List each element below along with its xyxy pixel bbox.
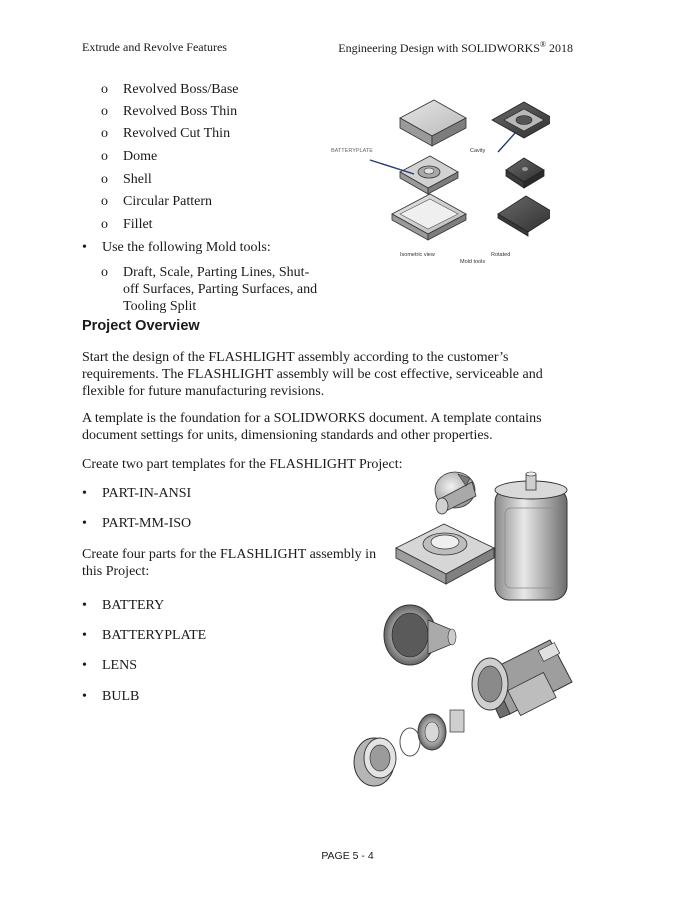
- mold-core-block: [400, 100, 466, 146]
- mold-tools-text: [123, 264, 317, 315]
- bulb-part: [435, 472, 476, 514]
- list-item-text: PART-IN-ANSI: [102, 486, 192, 501]
- paragraph-template: [82, 410, 552, 444]
- bullet: •: [82, 658, 87, 673]
- sub-bullet: o: [101, 82, 108, 97]
- figure-label-batteryplate: BATTERYPLATE: [331, 148, 373, 154]
- sub-bullet: o: [101, 194, 108, 209]
- sub-bullet: o: [101, 149, 108, 164]
- list-item-text: PART-MM-ISO: [102, 516, 192, 531]
- lenscap-part: [354, 738, 396, 786]
- sub-bullet: o: [101, 217, 108, 232]
- text-line: requirements. The FLASHLIGHT assembly will be cost effective, serviceable and: [82, 367, 543, 382]
- bullet: •: [82, 598, 87, 613]
- paragraph-templates-intro: Create two part templates for the FLASHLIGHT Project:: [82, 457, 403, 472]
- text-line: Draft, Scale, Parting Lines, Shut-: [123, 265, 310, 280]
- list-item-text: Circular Pattern: [123, 194, 213, 209]
- mold-tools-figure: [320, 90, 550, 270]
- mold-rotated-top: [492, 102, 550, 138]
- sub-bullet: o: [101, 126, 108, 141]
- figure-label-mold-tools: Mold tools: [460, 259, 486, 265]
- housing-part: [472, 640, 572, 718]
- mold-batteryplate-part: [400, 156, 458, 194]
- list-item-text: Revolved Boss/Base: [123, 82, 239, 97]
- text-line: Tooling Split: [123, 299, 197, 314]
- lens-insert-part: [400, 710, 464, 756]
- section-title: Project Overview: [82, 318, 200, 334]
- list-item-text: BATTERYPLATE: [102, 628, 207, 643]
- figure-label-cavity: Cavity: [470, 148, 486, 154]
- bullet: •: [82, 689, 87, 704]
- bullet: •: [82, 628, 87, 643]
- running-header-right: [338, 40, 573, 56]
- figure-label-rotated: Rotated: [491, 252, 511, 258]
- text-line: Create four parts for the FLASHLIGHT assembly in: [82, 547, 377, 562]
- text-line: A template is the foundation for a SOLIDWORKS document. A template contains: [82, 411, 542, 426]
- paragraph-overview: [82, 349, 552, 400]
- list-item-text: BATTERY: [102, 598, 165, 613]
- mold-rotated-middle: [506, 158, 544, 188]
- paragraph-parts-intro: [82, 546, 382, 580]
- text-line: off Surfaces, Parting Surfaces, and: [123, 282, 318, 297]
- list-item-text: Shell: [123, 172, 152, 187]
- list-item-text: Revolved Boss Thin: [123, 104, 238, 119]
- list-item-text: Use the following Mold tools:: [102, 240, 271, 255]
- sub-bullet: o: [101, 265, 108, 280]
- leader-line: [370, 160, 414, 174]
- flashlight-parts-figure: [340, 460, 590, 790]
- bullet: •: [82, 486, 87, 501]
- bullet: •: [82, 516, 87, 531]
- header-year: 2018: [546, 41, 573, 55]
- running-header-left: Extrude and Revolve Features: [82, 40, 227, 54]
- lens-part: [384, 605, 456, 665]
- batteryplate-part: [396, 524, 494, 584]
- registered-mark: ®: [539, 40, 546, 49]
- text-line: Start the design of the FLASHLIGHT assembly according to the customer’s: [82, 350, 509, 365]
- text-line: this Project:: [82, 564, 150, 579]
- text-line: flexible for future manufacturing revisions.: [82, 384, 325, 399]
- mold-cavity-block: [392, 194, 466, 240]
- list-item-text: LENS: [102, 658, 137, 673]
- battery-part: [495, 472, 567, 600]
- mold-rotated-bottom: [498, 196, 550, 236]
- leader-line: [498, 132, 516, 152]
- text-line: document settings for units, dimensioning standards and other properties.: [82, 428, 493, 443]
- sub-bullet: o: [101, 104, 108, 119]
- list-item-text: Dome: [123, 149, 158, 164]
- bullet: •: [82, 240, 87, 255]
- header-book-title: Engineering Design with SOLIDWORKS: [338, 41, 540, 55]
- sub-bullet: o: [101, 172, 108, 187]
- list-item-text: Fillet: [123, 217, 153, 232]
- figure-label-isometric: Isometric view: [400, 252, 435, 258]
- list-item-text: Revolved Cut Thin: [123, 126, 231, 141]
- page-number: PAGE 5 - 4: [321, 850, 374, 862]
- list-item-text: BULB: [102, 689, 140, 704]
